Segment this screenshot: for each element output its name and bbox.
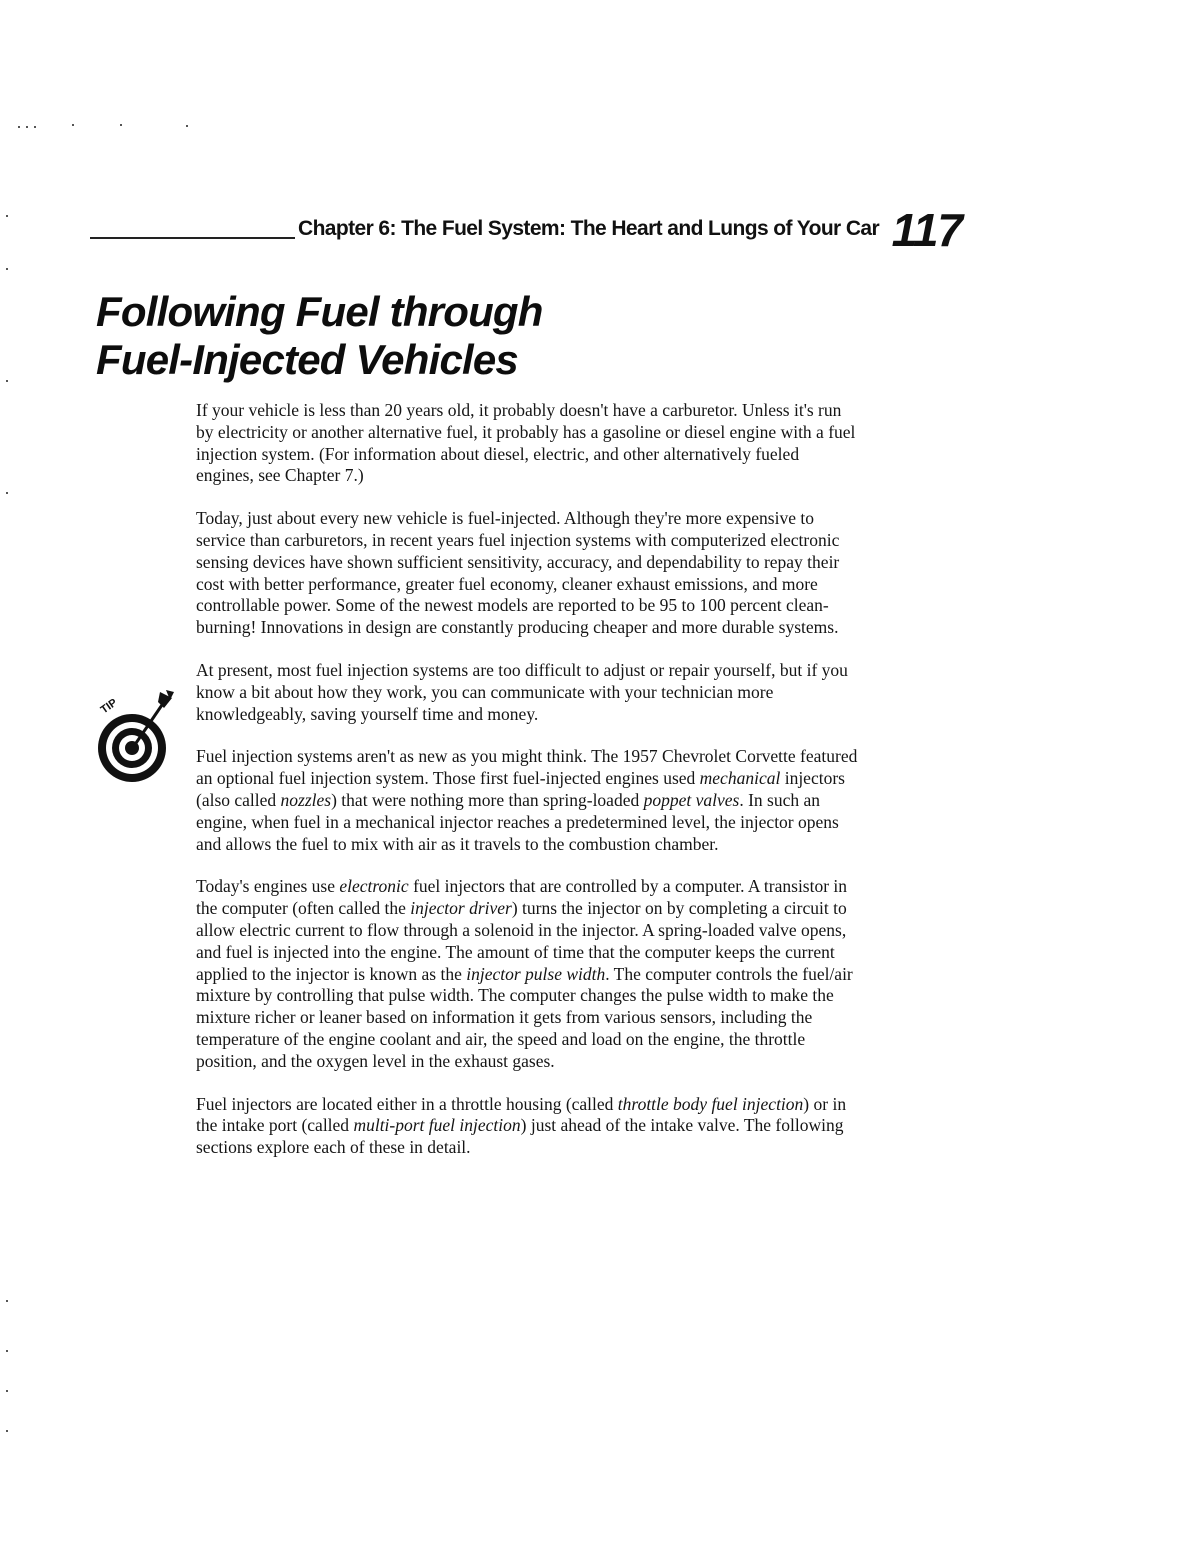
paragraph <box>196 746 861 855</box>
page-number: 117 <box>891 204 962 256</box>
paragraph <box>196 1094 861 1159</box>
paragraph <box>196 660 861 725</box>
paragraph <box>196 400 861 487</box>
paragraph <box>196 508 861 639</box>
scan-speck <box>6 1430 8 1432</box>
section-title-line-1: Following Fuel through <box>96 288 543 335</box>
scan-speck <box>6 1390 8 1392</box>
text-run: Today, just about every new vehicle is fuel-injected. Although they're more expensive to service than carburetors, in recent years fuel injection systems with computerized electronic sensing devices have shown sufficient sensitivity, accuracy, and dependability to repay their cost with better performance, greater fuel economy, cleaner exhaust emissions, and more controllable power. Some of the newest models are reported to be 95 to 100 percent clean-burning! Innovations in design are constantly producing cheaper and more durable systems. <box>196 508 840 638</box>
section-title <box>96 288 543 384</box>
running-head <box>90 204 970 256</box>
text-run: . The computer controls the fuel/air mixture by controlling that pulse width. The computer changes the pulse width to make the mixture richer or leaner based on information it gets from various sensors, including the temperature of the engine coolant and air, the speed and load on the engine, the throttle position, and the oxygen level in the exhaust gases. <box>196 963 853 1071</box>
scan-speck <box>6 492 8 494</box>
scan-speck <box>6 268 8 270</box>
text-run: Today's engines use <box>196 876 340 897</box>
italic-term: nozzles <box>280 789 332 810</box>
text-run: . In such an engine, when fuel in a mechanical injector reaches a predetermined level, the injector opens and allows the fuel to mix with air as it travels to the combustion chamber. <box>196 789 839 854</box>
paragraph <box>196 876 861 1072</box>
scan-speck <box>26 126 28 128</box>
italic-term: mechanical <box>699 768 781 789</box>
text-run: ) turns the injector on by completing a circuit to allow electric current to flow through a solenoid in the injector. A spring-loaded valve opens, and fuel is injected into the engine. The amount of time that the computer keeps the current applied to the injector is known as the <box>196 898 847 984</box>
scan-speck <box>6 380 8 382</box>
italic-term: electronic <box>339 876 409 897</box>
text-run: fuel injectors that are controlled by a computer. A transistor in the computer (often called the <box>196 876 848 919</box>
tip-label: TIP <box>98 696 120 717</box>
target-bullseye-icon <box>94 688 182 788</box>
scan-speck <box>6 1350 8 1352</box>
scan-speck <box>186 125 188 127</box>
scan-speck <box>34 126 36 128</box>
scan-speck <box>18 126 20 128</box>
italic-term: injector driver <box>410 898 512 919</box>
text-run: injectors (also called <box>196 768 845 810</box>
italic-term: poppet valves <box>643 789 740 810</box>
text-run: Fuel injection systems aren't as new as you might think. The 1957 Chevrolet Corvette featured an optional fuel injection system. Those first fuel-injected engines used <box>196 746 858 789</box>
italic-term: throttle body fuel injection <box>617 1093 804 1114</box>
section-title-line-2: Fuel-Injected Vehicles <box>96 336 518 383</box>
text-run: Fuel injectors are located either in a throttle housing (called <box>196 1093 618 1114</box>
body-text <box>196 400 861 1180</box>
scan-speck <box>120 124 122 126</box>
text-run: ) or in the intake port (called <box>196 1093 847 1136</box>
text-run: At present, most fuel injection systems are too difficult to adjust or repair yourself, but if you know a bit about how they work, you can communicate with your technician more knowledgeably, saving yourself time and money. <box>196 659 848 724</box>
running-head-rule <box>90 237 295 239</box>
text-run: ) that were nothing more than spring-loaded <box>331 789 644 810</box>
text-run: ) just ahead of the intake valve. The following sections explore each of these in detail. <box>196 1115 844 1158</box>
tip-icon <box>94 688 182 788</box>
italic-term: multi-port fuel injection <box>353 1115 521 1136</box>
text-run: If your vehicle is less than 20 years old, it probably doesn't have a carburetor. Unless it's run by electricity or another alternative fuel, it probably has a gasoline or diesel engine with a fuel injection system. (For information about diesel, electric, and other alternatively fueled engines, see Chapter 7.) <box>196 400 856 486</box>
scan-speck <box>72 124 74 126</box>
italic-term: injector pulse width <box>466 963 606 984</box>
scan-speck <box>6 215 8 217</box>
scan-speck <box>6 1300 8 1302</box>
chapter-title: Chapter 6: The Fuel System: The Heart and Lungs of Your Car <box>298 217 880 240</box>
